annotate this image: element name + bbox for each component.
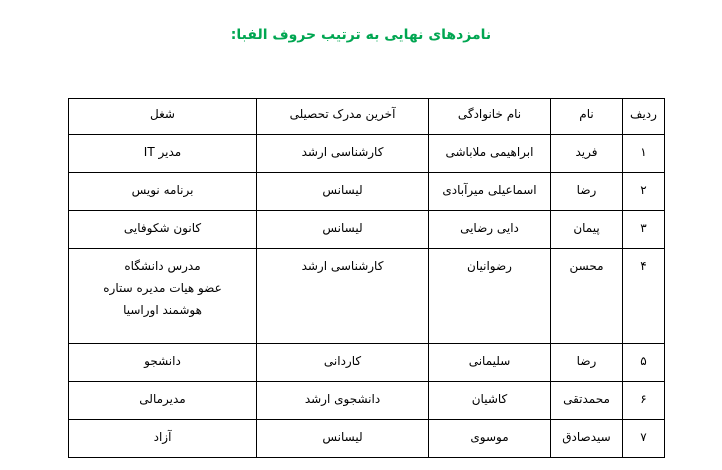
cell-first-name: رضا — [551, 173, 623, 211]
cell-first-name: رضا — [551, 344, 623, 382]
cell-job — [69, 173, 257, 211]
cell-job — [69, 249, 257, 344]
job-line: عضو هیات مدیره ستاره — [103, 281, 222, 295]
table-row — [69, 382, 665, 420]
cell-index: ۵ — [623, 344, 665, 382]
cell-education: کارشناسی ارشد — [257, 135, 429, 173]
header-job: شغل — [69, 99, 257, 135]
cell-job — [69, 211, 257, 249]
cell-index: ۷ — [623, 420, 665, 458]
cell-first-name: فرید — [551, 135, 623, 173]
cell-index: ۲ — [623, 173, 665, 211]
cell-last-name: ابراهیمی ملاباشی — [429, 135, 551, 173]
cell-first-name: محسن — [551, 249, 623, 344]
header-last-name: نام خانوادگی — [429, 99, 551, 135]
cell-education: کاردانی — [257, 344, 429, 382]
table-row — [69, 135, 665, 173]
header-first-name: نام — [551, 99, 623, 135]
cell-last-name: کاشیان — [429, 382, 551, 420]
cell-education: دانشجوی ارشد — [257, 382, 429, 420]
table-row — [69, 420, 665, 458]
cell-first-name: سیدصادق — [551, 420, 623, 458]
job-line: دانشجو — [144, 354, 181, 368]
cell-education: لیسانس — [257, 420, 429, 458]
table-header-row — [69, 99, 665, 135]
job-line: مدیر IT — [143, 145, 182, 159]
cell-index: ۳ — [623, 211, 665, 249]
table-row — [69, 344, 665, 382]
job-line: مدرس دانشگاه — [124, 259, 201, 273]
table-row — [69, 211, 665, 249]
job-line: هوشمند اوراسیا — [123, 303, 202, 317]
header-education: آخرین مدرک تحصیلی — [257, 99, 429, 135]
cell-job — [69, 382, 257, 420]
cell-last-name: موسوی — [429, 420, 551, 458]
table-row — [69, 249, 665, 344]
job-line: کانون شکوفایی — [123, 221, 202, 235]
job-line: آزاد — [153, 430, 172, 444]
cell-job — [69, 344, 257, 382]
cell-job — [69, 420, 257, 458]
cell-index: ۱ — [623, 135, 665, 173]
cell-education: لیسانس — [257, 173, 429, 211]
cell-last-name: رضوانیان — [429, 249, 551, 344]
cell-first-name: پیمان — [551, 211, 623, 249]
table-row — [69, 173, 665, 211]
cell-job — [69, 135, 257, 173]
cell-last-name: اسماعیلی میرآبادی — [429, 173, 551, 211]
candidates-table — [68, 98, 665, 458]
job-line: برنامه نویس — [131, 183, 194, 197]
cell-index: ۴ — [623, 249, 665, 344]
cell-first-name: محمدتقی — [551, 382, 623, 420]
header-index: ردیف — [623, 99, 665, 135]
cell-last-name: سلیمانی — [429, 344, 551, 382]
cell-last-name: دایی رضایی — [429, 211, 551, 249]
job-line: مدیرمالی — [139, 392, 186, 406]
page-heading: نامزدهای نهایی به ترتیب حروف الفبا: — [230, 27, 492, 43]
cell-index: ۶ — [623, 382, 665, 420]
cell-education: کارشناسی ارشد — [257, 249, 429, 344]
cell-education: لیسانس — [257, 211, 429, 249]
